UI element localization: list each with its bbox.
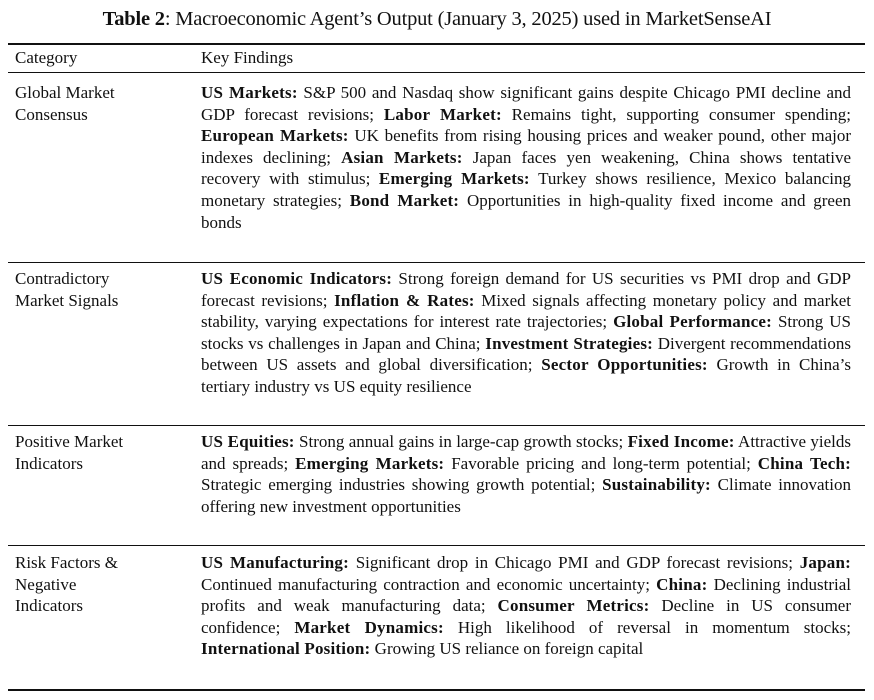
finding-text: Remains tight, supporting consumer spending; <box>501 104 851 124</box>
finding-label: China: <box>656 574 708 594</box>
header-rule <box>8 72 865 73</box>
finding-label: US Markets: <box>201 83 298 102</box>
finding-label: Sector Opportunities: <box>541 355 708 375</box>
row-rule <box>8 545 865 546</box>
finding-text: Divergent recommendations between US assets and global diversification; <box>201 333 852 375</box>
finding-text: Climate innovation offering new investment opportunities <box>201 475 852 516</box>
finding-text: Favorable pricing and long-term potential; <box>444 453 758 473</box>
table-caption <box>0 8 874 31</box>
finding-label: Labor Market: <box>383 104 502 124</box>
finding-text: Continued manufacturing contraction and economic uncertainty; <box>201 574 657 594</box>
row-category: Contradictory Market Signals <box>15 269 119 310</box>
finding-text: Growth in China’s tertiary industry vs US equity resilience <box>201 355 851 396</box>
finding-text: Turkey shows resilience, Mexico balancing monetary strategies; <box>201 169 851 210</box>
finding-text: Declining industrial profits and weak manufacturing data; <box>201 574 851 616</box>
finding-label: US Manufacturing: <box>201 553 349 572</box>
finding-label: European Markets: <box>201 126 349 146</box>
row-findings <box>201 552 851 660</box>
row-findings <box>201 82 851 233</box>
finding-text: Japan faces yen weakening, China shows tentative recovery with stimulus; <box>201 147 851 189</box>
finding-label: Consumer Metrics: <box>497 596 650 616</box>
finding-text: UK benefits from rising housing prices and weaker pound, other major indexes declining; <box>201 126 851 167</box>
top-rule <box>8 43 865 45</box>
finding-text: Strong US stocks vs challenges in Japan and China; <box>201 312 851 353</box>
caption-label: Table 2 <box>102 8 165 30</box>
finding-text: Strategic emerging industries showing growth potential; <box>201 475 603 495</box>
finding-text: Decline in US consumer confidence; <box>201 596 851 637</box>
finding-label: US Equities: <box>201 432 295 451</box>
finding-text: Strong annual gains in large-cap growth stocks; <box>294 432 628 451</box>
finding-label: Sustainability: <box>602 475 711 495</box>
finding-label: Global Performance: <box>613 312 773 332</box>
finding-text: Opportunities in high-quality fixed income and green bonds <box>201 190 852 232</box>
header-category: Category <box>15 48 78 67</box>
finding-label: Market Dynamics: <box>294 617 444 637</box>
finding-text: Strong foreign demand for US securities vs PMI drop and GDP forecast revisions; <box>201 269 851 310</box>
finding-label: Emerging Markets: <box>378 169 530 189</box>
row-category: Risk Factors & Negative Indicators <box>15 553 118 615</box>
row-category: Positive Market Indicators <box>15 432 124 473</box>
finding-label: China Tech: <box>757 453 851 473</box>
finding-text: Significant drop in Chicago PMI and GDP forecast revisions; <box>349 553 800 572</box>
finding-label: Investment Strategies: <box>485 333 654 353</box>
row-findings <box>201 268 851 398</box>
finding-label: Bond Market: <box>349 190 460 210</box>
row-rule <box>8 425 865 426</box>
finding-text: S&P 500 and Nasdaq show significant gains despite Chicago PMI decline and GDP forecast revisions; <box>201 83 852 124</box>
header-findings: Key Findings <box>201 48 294 67</box>
finding-label: International Position: <box>201 639 371 659</box>
bottom-rule <box>8 689 865 691</box>
finding-label: Inflation & Rates: <box>334 290 475 310</box>
row-rule <box>8 262 865 263</box>
caption-text: : Macroeconomic Agent’s Output (January 3, 2025) used in MarketSenseAI <box>164 8 772 30</box>
finding-text: Attractive yields and spreads; <box>201 432 851 473</box>
row-findings <box>201 431 851 517</box>
row-category: Global Market Consensus <box>15 83 115 124</box>
finding-label: US Economic Indicators: <box>201 269 393 288</box>
finding-label: Emerging Markets: <box>295 453 445 473</box>
finding-text: Growing US reliance on foreign capital <box>370 639 644 659</box>
finding-label: Japan: <box>799 553 851 572</box>
finding-label: Asian Markets: <box>341 147 463 167</box>
finding-text: High likelihood of reversal in momentum stocks; <box>443 617 852 637</box>
finding-text: Mixed signals affecting monetary policy and market stability, varying expectations for interest rate trajectories; <box>201 290 851 332</box>
finding-label: Fixed Income: <box>627 432 735 451</box>
